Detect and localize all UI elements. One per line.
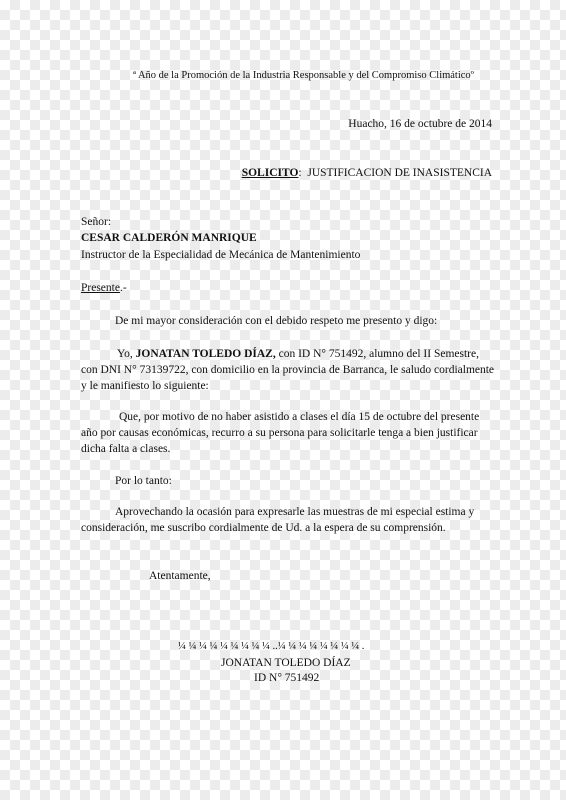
paragraph-3-line-2: consideración, me suscribo cordialmente de Ud. a la espera de su comprensión. bbox=[81, 522, 446, 534]
paragraph-2-line-2: año por causas económicas, recurro a su persona para solicitarle tenga a bien justificar bbox=[81, 427, 478, 439]
signature-dots: ¼ ¼ ¼ ¼ ¼ ¼ ¼ ¼ ¼ ..¼ ¼ ¼ ¼ ¼ ¼ ¼ ¼ . bbox=[178, 641, 365, 652]
recipient-salutation: Señor: bbox=[81, 216, 112, 228]
presente-line bbox=[81, 281, 127, 295]
paragraph-1-line-3: y le manifiesto lo siguiente: bbox=[81, 380, 209, 392]
p1-line1-rest: con ID N° 751492, alumno del II Semestre, bbox=[275, 348, 479, 360]
header-motto: ª Año de la Promoción de la Industria Responsable y del Compromiso Climáticoº bbox=[133, 70, 474, 81]
body-intro: De mi mayor consideración con el debido respeto me presento y digo: bbox=[115, 315, 438, 327]
paragraph-3-line-1: Aprovechando la ocasión para expresarle las muestras de mi especial estima y bbox=[115, 506, 475, 518]
paragraph-1-line-2: con DNI N° 73139722, con domicilio en la provincia de Barranca, le saludo cordialmente bbox=[81, 364, 495, 376]
subject-line bbox=[242, 166, 492, 180]
paragraph-1-line-1 bbox=[117, 347, 479, 361]
recipient-title: Instructor de la Especialidad de Mecánica de Mantenimiento bbox=[81, 249, 361, 261]
paragraph-2-line-1: Que, por motivo de no haber asistido a clases el día 15 de octubre del presente bbox=[119, 411, 480, 423]
paragraph-2-line-3: dicha falta a clases. bbox=[81, 443, 171, 455]
por-lo-tanto: Por lo tanto: bbox=[115, 475, 172, 487]
p1-prefix: Yo, bbox=[117, 348, 136, 360]
subject-text: JUSTIFICACION DE INASISTENCIA bbox=[307, 167, 492, 179]
subject-label: SOLICITO bbox=[241, 167, 299, 179]
recipient-name: CESAR CALDERÓN MANRIQUE bbox=[81, 232, 257, 244]
sender-name-inline: JONATAN TOLEDO DÍAZ, bbox=[135, 348, 276, 360]
closing: Atentamente, bbox=[149, 570, 211, 582]
date-line: Huacho, 16 de octubre de 2014 bbox=[348, 118, 492, 130]
signature-name: JONATAN TOLEDO DÍAZ bbox=[221, 657, 351, 669]
presente-word: Presente bbox=[81, 282, 120, 294]
subject-separator: : bbox=[298, 167, 302, 179]
signature-id: ID N° 751492 bbox=[254, 672, 320, 684]
presente-suffix: .- bbox=[119, 282, 127, 294]
